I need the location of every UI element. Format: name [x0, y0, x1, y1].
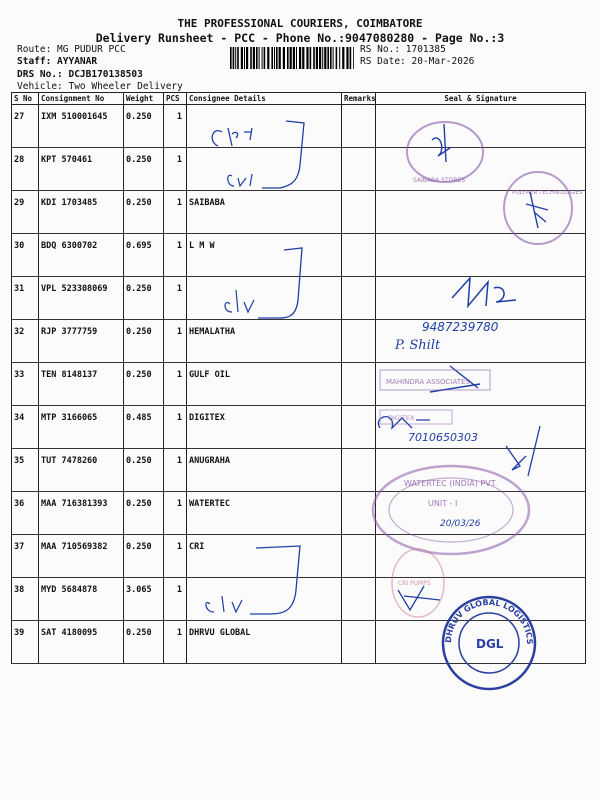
- header-weight: Weight: [124, 93, 164, 105]
- cell-remarks: [342, 191, 376, 234]
- cell-remarks: [342, 277, 376, 320]
- stamp-watertec-sub: UNIT - I: [428, 499, 458, 508]
- cell-seal: [376, 363, 586, 406]
- cell-pcs: 1: [164, 191, 187, 234]
- table-row: [12, 105, 586, 148]
- cell-consignee: ANUGRAHA: [187, 449, 342, 492]
- cell-seal: [376, 578, 586, 621]
- cell-consignee: CRI: [187, 535, 342, 578]
- cell-pcs: 1: [164, 535, 187, 578]
- cell-consignee: [187, 105, 342, 148]
- cell-remarks: [342, 406, 376, 449]
- header-seal: Seal & Signature: [376, 93, 586, 105]
- cell-sno: 28: [12, 148, 39, 191]
- table-row: [12, 277, 586, 320]
- stamp-gulf-text: MAHINDRA ASSOCIATES: [386, 378, 470, 386]
- header-remarks: Remarks: [342, 93, 376, 105]
- cell-pcs: 1: [164, 277, 187, 320]
- cell-sno: 32: [12, 320, 39, 363]
- rs-number: RS No.: 1701385: [360, 44, 446, 55]
- cell-consignment: TEN 8148137: [39, 363, 124, 406]
- stamp-watertec-date: 20/03/26: [440, 519, 481, 529]
- cell-consignment: MTP 3166065: [39, 406, 124, 449]
- cell-consignment: TUT 7478260: [39, 449, 124, 492]
- cell-remarks: [342, 148, 376, 191]
- cell-remarks: [342, 320, 376, 363]
- cell-pcs: 1: [164, 363, 187, 406]
- route-label: Route: MG PUDUR PCC: [17, 44, 126, 55]
- cell-consignee: DHRVU GLOBAL: [187, 621, 342, 664]
- cell-weight: 0.485: [124, 406, 164, 449]
- cell-remarks: [342, 621, 376, 664]
- cell-consignee: [187, 277, 342, 320]
- cell-weight: 0.250: [124, 363, 164, 406]
- cell-consignment: MAA 710569382: [39, 535, 124, 578]
- cell-pcs: 1: [164, 449, 187, 492]
- stamp-watertec-text: WATERTEC (INDIA) PVT.: [404, 479, 498, 488]
- cell-remarks: [342, 105, 376, 148]
- cell-sno: 30: [12, 234, 39, 277]
- company-title: THE PROFESSIONAL COURIERS, COIMBATORE: [177, 17, 423, 30]
- cell-consignment: BDQ 6300702: [39, 234, 124, 277]
- cell-pcs: 1: [164, 234, 187, 277]
- cell-seal: [376, 320, 586, 363]
- cell-consignment: IXM 510001645: [39, 105, 124, 148]
- vehicle-label: Vehicle: Two Wheeler Delivery: [17, 81, 183, 92]
- rs-date: RS Date: 20-Mar-2026: [360, 56, 475, 67]
- cell-seal: [376, 492, 586, 535]
- header-pcs: PCS: [164, 93, 187, 105]
- cell-sno: 34: [12, 406, 39, 449]
- stamp-polymer-text: POLYMER TECHNOLOGIES: [512, 190, 583, 196]
- header-consignee: Consignee Details: [187, 93, 342, 105]
- cell-pcs: 1: [164, 320, 187, 363]
- cell-remarks: [342, 234, 376, 277]
- cell-consignee: GULF OIL: [187, 363, 342, 406]
- cell-consignment: KDI 1703485: [39, 191, 124, 234]
- table-row: [12, 492, 586, 535]
- cell-remarks: [342, 492, 376, 535]
- cell-weight: 0.695: [124, 234, 164, 277]
- cell-weight: 0.250: [124, 277, 164, 320]
- cell-consignment: MAA 716381393: [39, 492, 124, 535]
- cell-sno: 29: [12, 191, 39, 234]
- table-row: [12, 406, 586, 449]
- stamp-digitex-text: DIGITEX: [388, 414, 415, 422]
- cell-seal: [376, 105, 586, 148]
- cell-consignee: DIGITEX: [187, 406, 342, 449]
- cell-sno: 33: [12, 363, 39, 406]
- cell-remarks: [342, 363, 376, 406]
- cell-weight: 0.250: [124, 105, 164, 148]
- cell-consignee: WATERTEC: [187, 492, 342, 535]
- cell-sno: 31: [12, 277, 39, 320]
- table-row: [12, 363, 586, 406]
- cell-remarks: [342, 535, 376, 578]
- cell-seal: [376, 535, 586, 578]
- cell-sno: 39: [12, 621, 39, 664]
- cell-consignee: SAIBABA: [187, 191, 342, 234]
- stamp-saibaba-text: SAIBABA STORES: [413, 177, 466, 184]
- table-row: [12, 148, 586, 191]
- handwritten-phone-2: 7010650303: [408, 431, 478, 444]
- cell-seal: [376, 148, 586, 191]
- table-row: [12, 578, 586, 621]
- header-sno: S No: [12, 93, 39, 105]
- cell-sno: 37: [12, 535, 39, 578]
- cell-consignment: VPL 523308069: [39, 277, 124, 320]
- cell-weight: 0.250: [124, 320, 164, 363]
- table-row: [12, 621, 586, 664]
- cell-weight: 0.250: [124, 621, 164, 664]
- cell-seal: [376, 191, 586, 234]
- stamp-cri-text: CRI PUMPS: [398, 580, 431, 587]
- cell-seal: [376, 621, 586, 664]
- cell-consignee: [187, 578, 342, 621]
- cell-pcs: 1: [164, 148, 187, 191]
- cell-weight: 0.250: [124, 492, 164, 535]
- cell-weight: 0.250: [124, 535, 164, 578]
- cell-sno: 38: [12, 578, 39, 621]
- cell-consignee: [187, 148, 342, 191]
- cell-seal: [376, 277, 586, 320]
- cell-weight: 0.250: [124, 449, 164, 492]
- stamp-dhruv-text: DHRUV GLOBAL LOGISTICS: [443, 597, 535, 645]
- cell-seal: [376, 406, 586, 449]
- table-row: [12, 234, 586, 277]
- runsheet-title: Delivery Runsheet - PCC - Phone No.:9047080280 - Page No.:3: [95, 31, 505, 45]
- runsheet-table: [11, 92, 586, 664]
- table-row: [12, 449, 586, 492]
- cell-consignee: HEMALATHA: [187, 320, 342, 363]
- drs-label: DRS No.: DCJB170138503: [17, 69, 143, 80]
- cell-remarks: [342, 578, 376, 621]
- table-row: [12, 320, 586, 363]
- cell-weight: 0.250: [124, 191, 164, 234]
- cell-pcs: 1: [164, 105, 187, 148]
- cell-sno: 35: [12, 449, 39, 492]
- handwritten-phone-1: 9487239780: [422, 320, 499, 334]
- cell-weight: 3.065: [124, 578, 164, 621]
- stamp-dhruv-center: DGL: [476, 637, 504, 651]
- cell-consignment: KPT 570461: [39, 148, 124, 191]
- cell-sno: 27: [12, 105, 39, 148]
- handwritten-name: P. Shilt: [395, 338, 441, 353]
- cell-seal: [376, 449, 586, 492]
- cell-weight: 0.250: [124, 148, 164, 191]
- table-row: [12, 535, 586, 578]
- cell-consignment: SAT 4180095: [39, 621, 124, 664]
- table-row: [12, 191, 586, 234]
- staff-label: Staff: AYYANAR: [17, 56, 98, 67]
- table-header-row: [12, 93, 586, 105]
- cell-consignee: L M W: [187, 234, 342, 277]
- cell-seal: [376, 234, 586, 277]
- cell-pcs: 1: [164, 406, 187, 449]
- cell-consignment: MYD 5684878: [39, 578, 124, 621]
- cell-sno: 36: [12, 492, 39, 535]
- cell-consignment: RJP 3777759: [39, 320, 124, 363]
- cell-remarks: [342, 449, 376, 492]
- barcode: [230, 47, 354, 69]
- cell-pcs: 1: [164, 492, 187, 535]
- cell-pcs: 1: [164, 621, 187, 664]
- cell-pcs: 1: [164, 578, 187, 621]
- header-consignment: Consignment No: [39, 93, 124, 105]
